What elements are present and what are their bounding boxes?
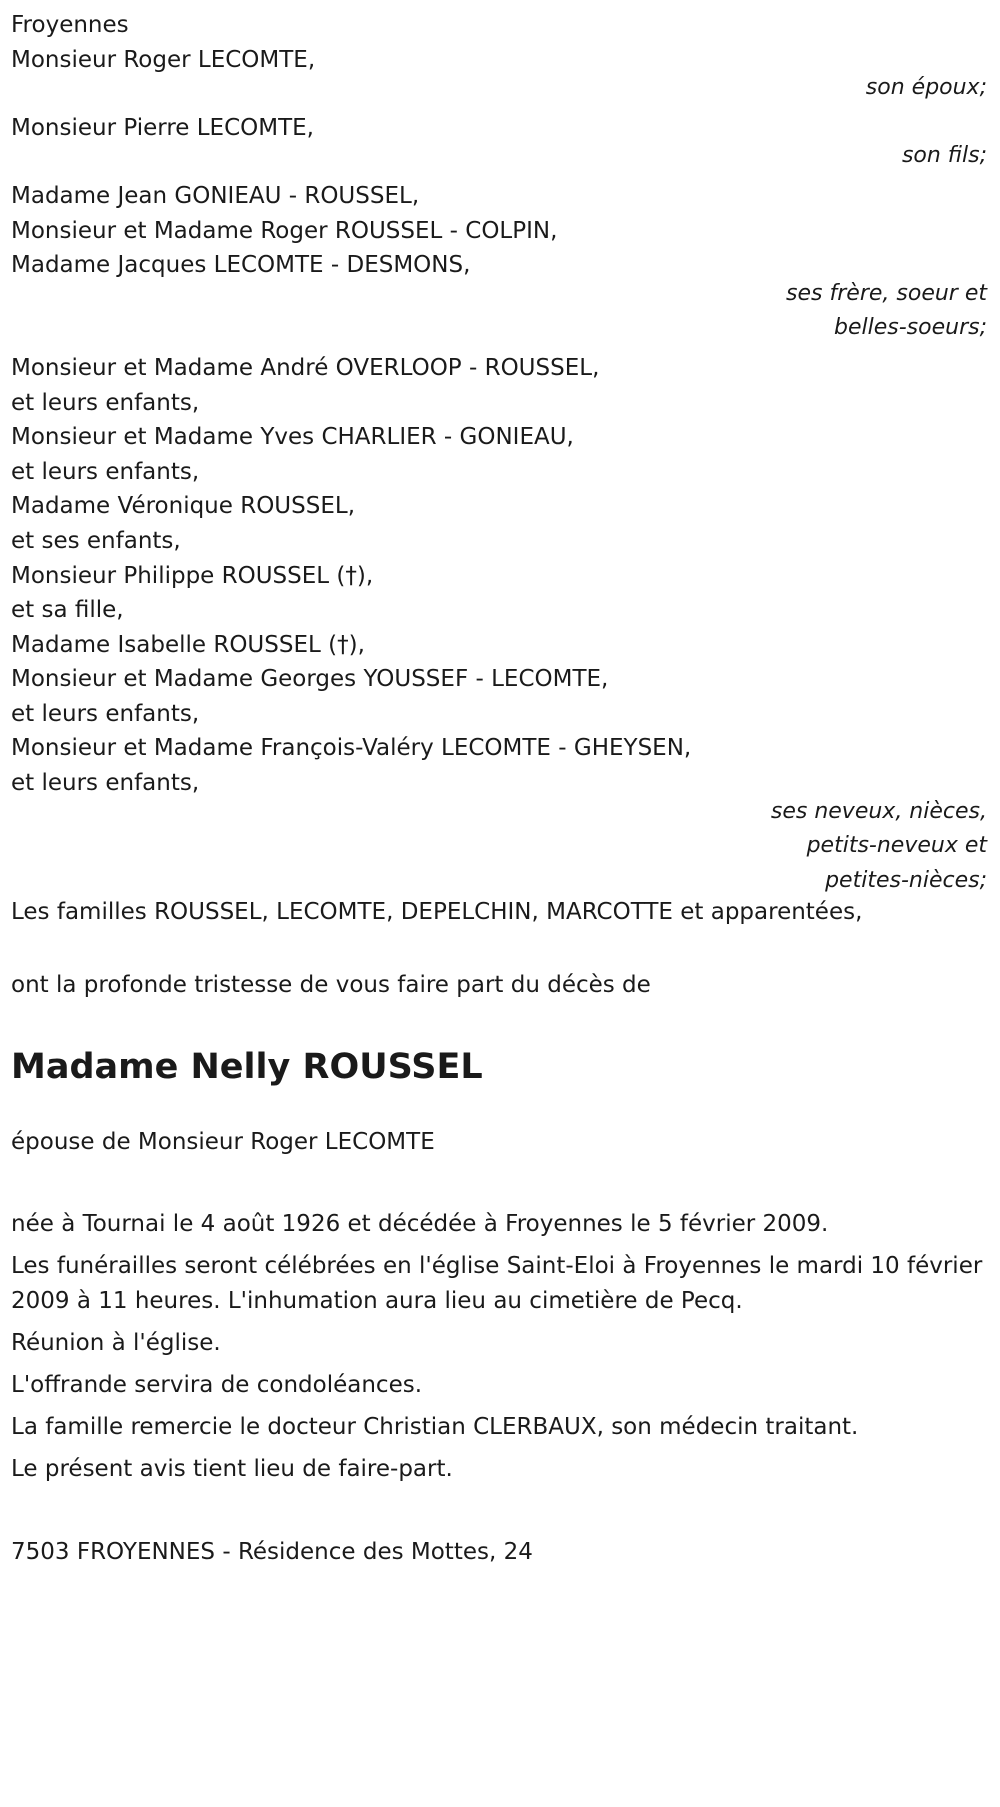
family-member: Monsieur Roger LECOMTE,: [11, 46, 316, 73]
relationship-line: ses neveux, nièces,: [770, 798, 987, 824]
thanks-paragraph: La famille remercie le docteur Christian CLERBAUX, son médecin traitant.: [11, 1414, 859, 1441]
meeting-paragraph: Réunion à l'église.: [11, 1330, 221, 1357]
family-member: Monsieur et Madame Yves CHARLIER - GONIEAU,: [11, 424, 574, 451]
relationship-line: son fils;: [901, 143, 987, 169]
family-group-siblings: [11, 179, 989, 346]
family-member: et leurs enfants,: [11, 770, 200, 797]
family-member: Madame Isabelle ROUSSEL (†),: [11, 631, 365, 658]
deceased-name: Madame Nelly ROUSSEL: [11, 1046, 483, 1087]
family-group-son: [11, 111, 989, 174]
relationship-line: belles-soeurs;: [834, 315, 987, 341]
relationship-line: ses frère, soeur et: [786, 280, 987, 306]
family-member: et ses enfants,: [11, 527, 181, 554]
family-member: et leurs enfants,: [11, 700, 200, 727]
family-member: et leurs enfants,: [11, 389, 200, 416]
announcement-intro: ont la profonde tristesse de vous faire part du décès de: [11, 972, 651, 999]
relationship-label: [11, 795, 989, 899]
family-member: Monsieur et Madame Roger ROUSSEL - COLPIN,: [11, 217, 558, 244]
spouse-line: épouse de Monsieur Roger LECOMTE: [11, 1128, 435, 1155]
address-line: 7503 FROYENNES - Résidence des Mottes, 24: [11, 1539, 533, 1566]
family-member: Monsieur Philippe ROUSSEL (†),: [11, 562, 374, 589]
family-member: Monsieur Pierre LECOMTE,: [11, 114, 314, 141]
family-group-spouse: [11, 43, 989, 106]
relationship-line: petites-nièces;: [825, 867, 987, 893]
offering-paragraph: L'offrande servira de condoléances.: [11, 1372, 423, 1399]
family-group-nephews: [11, 351, 989, 899]
families-line: Les familles ROUSSEL, LECOMTE, DEPELCHIN, MARCOTTE et apparentées,: [11, 899, 863, 926]
relationship-line: son époux;: [865, 75, 987, 101]
relationship-line: petits-neveux et: [806, 833, 987, 859]
family-member: et sa fille,: [11, 597, 124, 624]
obituary-notice: [11, 8, 989, 1570]
family-member: Madame Jacques LECOMTE - DESMONS,: [11, 252, 471, 279]
birth-death-paragraph: née à Tournai le 4 août 1926 et décédée à Froyennes le 5 février 2009.: [11, 1211, 829, 1238]
family-member: Madame Véronique ROUSSEL,: [11, 493, 356, 520]
family-member: Monsieur et Madame André OVERLOOP - ROUSSEL,: [11, 354, 600, 381]
notice-paragraph: Le présent avis tient lieu de faire-part.: [11, 1456, 453, 1483]
family-member: et leurs enfants,: [11, 458, 200, 485]
family-member: Madame Jean GONIEAU - ROUSSEL,: [11, 182, 420, 209]
family-member: Monsieur et Madame François-Valéry LECOMTE - GHEYSEN,: [11, 735, 692, 762]
relationship-label: [11, 277, 989, 346]
funeral-paragraph: Les funérailles seront célébrées en l'église Saint-Eloi à Froyennes le mardi 10 février 2009 à 11 heures. L'inhumation aura lieu au cimetière de Pecq.: [11, 1253, 983, 1315]
family-member: Monsieur et Madame Georges YOUSSEF - LECOMTE,: [11, 666, 609, 693]
place-name: Froyennes: [11, 12, 129, 38]
